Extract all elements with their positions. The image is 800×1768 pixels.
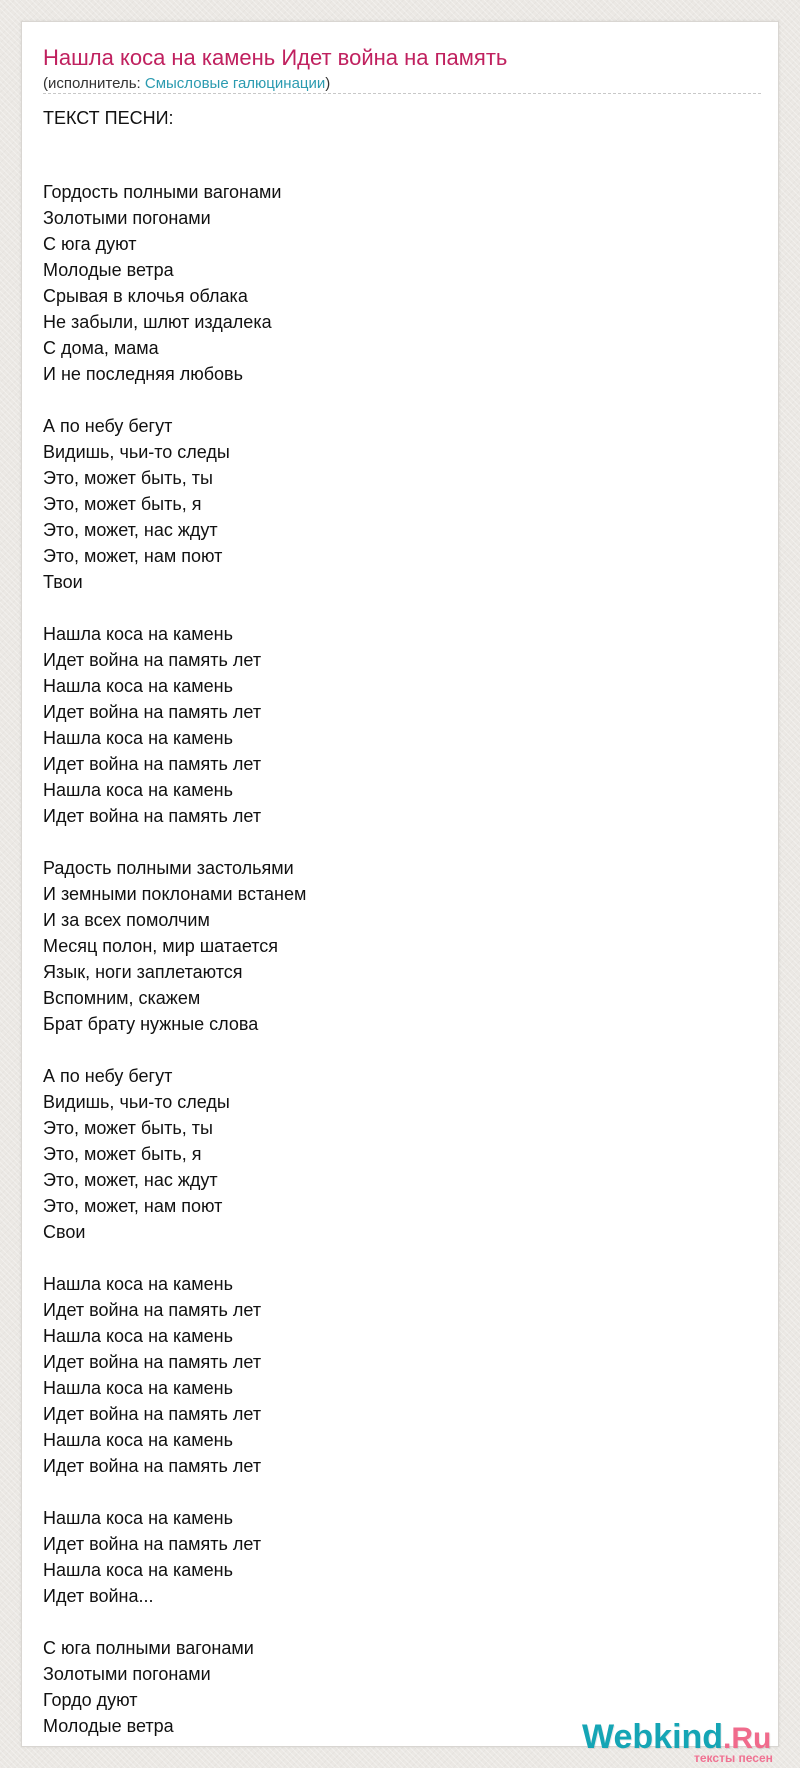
lyric-line: Идет война... <box>43 1586 154 1606</box>
logo-tagline: тексты песен <box>694 1751 773 1765</box>
stanza-gap <box>43 595 306 621</box>
lyric-line: Идет война на память лет <box>43 1404 262 1424</box>
lyric-line: Это, может, нас ждут <box>43 520 218 540</box>
lyric-line: Идет война на память лет <box>43 754 262 774</box>
lyric-line: Идет война на память лет <box>43 806 262 826</box>
lyric-line: Нашла коса на камень <box>43 1560 234 1580</box>
stanza-gap <box>43 1037 306 1063</box>
lyric-line: Срывая в клочья облака <box>43 286 248 306</box>
lyric-line: Золотыми погонами <box>43 208 211 228</box>
lyrics-heading: ТЕКСТ ПЕСНИ: <box>43 108 174 128</box>
lyric-line: И не последняя любовь <box>43 364 243 384</box>
lyric-line: Нашла коса на камень <box>43 676 234 696</box>
artist-link[interactable]: Смысловые галюцинации <box>144 75 326 92</box>
divider <box>43 93 761 94</box>
lyrics-card <box>21 21 779 1765</box>
lyric-line: Нашла коса на камень <box>43 1378 234 1398</box>
lyric-line: Идет война на память лет <box>43 1352 262 1372</box>
lyric-line: Это, может быть, я <box>43 494 202 514</box>
lyric-line: Нашла коса на камень <box>43 1508 234 1528</box>
lyric-line: Молодые ветра <box>43 260 174 280</box>
lyric-line: А по небу бегут <box>43 416 173 436</box>
lyrics-body <box>43 179 306 1739</box>
lyric-line: Нашла коса на камень <box>43 728 234 748</box>
song-title: Нашла коса на камень Идет война на память <box>43 45 508 70</box>
lyric-line: Это, может быть, я <box>43 1144 202 1164</box>
lyric-line: Это, может быть, ты <box>43 468 213 488</box>
lyric-line: Идет война на память лет <box>43 650 262 670</box>
webkind-logo[interactable] <box>582 1717 782 1767</box>
lyric-line: Идет война на память лет <box>43 1456 262 1476</box>
lyric-line: Твои <box>43 572 83 592</box>
lyric-line: С дома, мама <box>43 338 159 358</box>
lyric-line: Это, может быть, ты <box>43 1118 213 1138</box>
lyric-line: Язык, ноги заплетаются <box>43 962 243 982</box>
lyric-line: Месяц полон, мир шатается <box>43 936 279 956</box>
stanza-gap <box>43 1479 306 1505</box>
logo-domain-text: .Ru <box>723 1722 772 1755</box>
lyric-line: И за всех помолчим <box>43 910 210 930</box>
lyric-line: Не забыли, шлют издалека <box>43 312 272 332</box>
lyric-line: Нашла коса на камень <box>43 780 234 800</box>
lyric-line: Свои <box>43 1222 86 1242</box>
lyric-line: Золотыми погонами <box>43 1664 211 1684</box>
lyric-line: Это, может, нам поют <box>43 1196 223 1216</box>
lyric-line: С юга полными вагонами <box>43 1638 254 1658</box>
lyric-line: С юга дуют <box>43 234 137 254</box>
lyric-line: Идет война на память лет <box>43 702 262 722</box>
lyric-line: Радость полными застольями <box>43 858 294 878</box>
lyric-line: Гордость полными вагонами <box>43 182 282 202</box>
lyric-line: Идет война на память лет <box>43 1300 262 1320</box>
lyric-line: А по небу бегут <box>43 1066 173 1086</box>
artist-suffix: ) <box>325 75 331 92</box>
lyric-line: Это, может, нам поют <box>43 546 223 566</box>
lyric-line: И земными поклонами встанем <box>43 884 307 904</box>
lyric-line: Нашла коса на камень <box>43 1326 234 1346</box>
stanza-gap <box>43 1245 306 1271</box>
artist-prefix: (исполнитель: <box>43 75 145 92</box>
lyric-line: Брат брату нужные слова <box>43 1014 259 1034</box>
lyric-line: Молодые ветра <box>43 1716 174 1736</box>
artist-line <box>43 74 330 94</box>
lyric-line: Видишь, чьи-то следы <box>43 1092 230 1112</box>
lyric-line: Нашла коса на камень <box>43 1430 234 1450</box>
lyric-line: Нашла коса на камень <box>43 624 234 644</box>
lyric-line: Идет война на память лет <box>43 1534 262 1554</box>
stanza-gap <box>43 387 306 413</box>
stanza-gap <box>43 829 306 855</box>
logo-main-text: Webkind <box>582 1718 724 1756</box>
lyric-line: Гордо дуют <box>43 1690 138 1710</box>
lyric-line: Вспомним, скажем <box>43 988 201 1008</box>
stanza-gap <box>43 1609 306 1635</box>
lyric-line: Нашла коса на камень <box>43 1274 234 1294</box>
lyric-line: Видишь, чьи-то следы <box>43 442 230 462</box>
lyric-line: Это, может, нас ждут <box>43 1170 218 1190</box>
